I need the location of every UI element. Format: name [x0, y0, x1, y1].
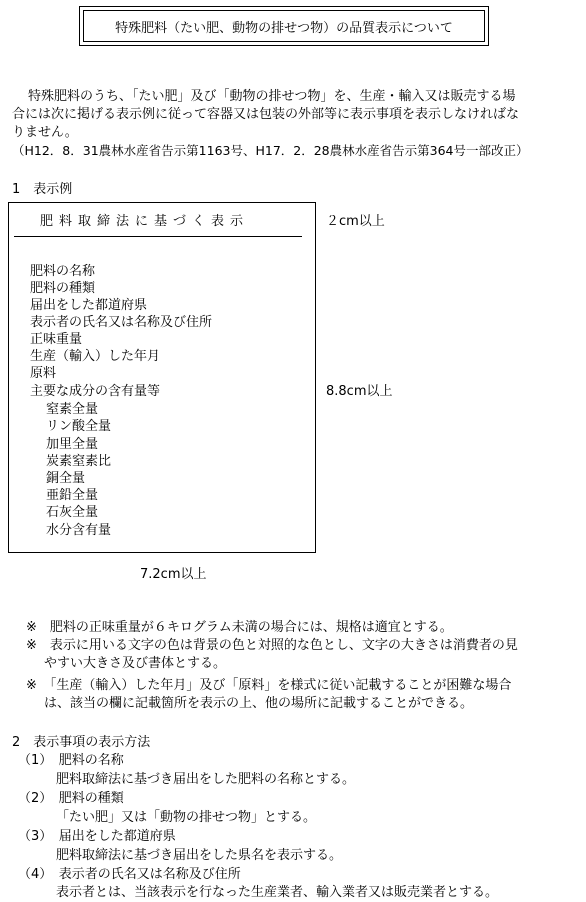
title-box [79, 6, 489, 46]
intro-line-3: りません。 [12, 125, 78, 140]
intro-line-4: （H12．8．31農林水産省告示第1163号、H17．2．28農林水産省告示第364号一部改正） [12, 143, 529, 158]
section2-heading: 2 表示事項の表示方法 [12, 735, 151, 750]
section1-heading: 1 表示例 [12, 182, 73, 197]
section2-item3-heading: （3） 届出をした都道府県 [18, 829, 176, 844]
section2-item4-heading: （4） 表示者の氏名又は名称及び住所 [18, 867, 241, 882]
section2-item1-heading: （1） 肥料の名称 [18, 753, 124, 768]
item-prefecture: 届出をした都道府県 [30, 298, 148, 313]
document-title: 特殊肥料（たい肥、動物の排せつ物）の品質表示について [83, 10, 485, 42]
section2-item2-heading: （2） 肥料の種類 [18, 791, 124, 806]
subitem-zinc: 亜鉛全量 [46, 488, 99, 503]
intro-line-2: 合には次に掲げる表示例に従って容器又は包装の外部等に表示事項を表示しなければな [12, 107, 520, 122]
subitem-potassium: 加里全量 [46, 437, 99, 452]
note-2-line-1: ※ 表示に用いる文字の色は背景の色と対照的な色とし、文字の大きさは消費者の見 [26, 638, 518, 653]
note-3-line-1: ※ 「生産（輸入）した年月」及び「原料」を様式に従い記載することが困難な場合 [26, 678, 512, 693]
item-main-components: 主要な成分の含有量等 [30, 384, 161, 399]
subitem-copper: 銅全量 [46, 471, 86, 486]
note-2-line-2: やすい大きさ及び書体とする。 [44, 656, 227, 671]
subitem-moisture: 水分含有量 [46, 523, 112, 538]
section2-item1-body: 肥料取締法に基づき届出をした肥料の名称とする。 [56, 772, 356, 787]
subitem-nitrogen: 窒素全量 [46, 402, 99, 417]
section2-item4-body: 表示者とは、当該表示を行なった生産業者、輸入業者又は販売業者とする。 [56, 885, 499, 900]
note-1: ※ 肥料の正味重量が６キログラム未満の場合には、規格は適宜とする。 [26, 620, 453, 635]
subitem-phosphate: リン酸全量 [46, 419, 112, 434]
item-production-date: 生産（輸入）した年月 [30, 349, 161, 364]
section2-item2-body: 「たい肥」又は「動物の排せつ物」とする。 [56, 810, 317, 825]
box-header: 肥料取締法に基づく表示 [40, 214, 250, 229]
dim-box-width: 7.2cm以上 [140, 567, 207, 582]
box-bottom-border [8, 552, 316, 553]
item-fertilizer-name: 肥料の名称 [30, 264, 96, 279]
box-top-border [8, 202, 316, 203]
box-header-underline [14, 236, 302, 237]
dim-header-height: ２cm以上 [326, 214, 385, 229]
box-right-border [315, 202, 316, 553]
item-fertilizer-type: 肥料の種類 [30, 281, 96, 296]
subitem-cn-ratio: 炭素窒素比 [46, 454, 112, 469]
item-raw-materials: 原料 [30, 366, 57, 381]
intro-line-1: 特殊肥料のうち、「たい肥」及び「動物の排せつ物」を、生産・輸入又は販売する場 [28, 89, 516, 104]
dim-box-height: 8.8cm以上 [326, 384, 393, 399]
section2-item3-body: 肥料取締法に基づき届出をした県名を表示する。 [56, 848, 343, 863]
item-net-weight: 正味重量 [30, 332, 83, 347]
subitem-lime: 石灰全量 [46, 505, 99, 520]
item-labeler: 表示者の氏名又は名称及び住所 [30, 315, 213, 330]
note-3-line-2: は、該当の欄に記載箇所を表示の上、他の場所に記載することができる。 [44, 696, 474, 711]
box-left-border [8, 202, 9, 553]
